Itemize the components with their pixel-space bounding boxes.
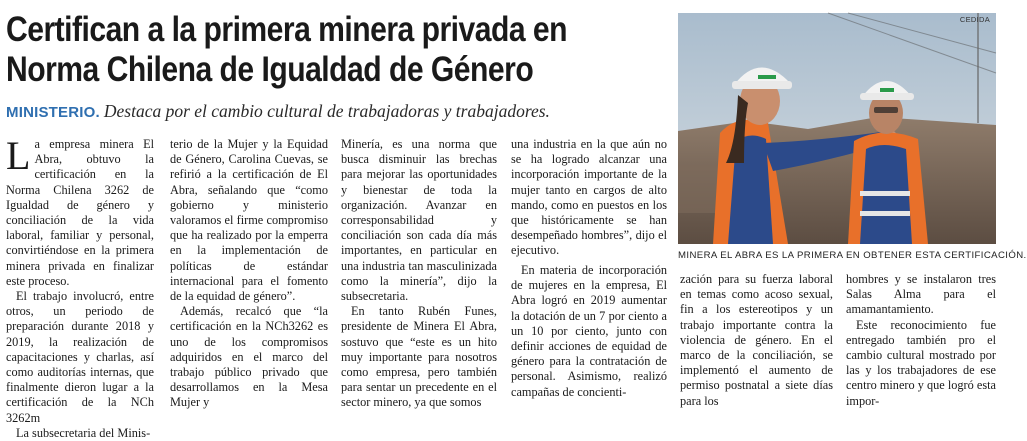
drop-cap: L [6, 133, 31, 178]
paragraph: hombres y se instalaron tres Salas Alma para el amamantamiento. [846, 272, 996, 317]
deck-text: Destaca por el cambio cultural de trabajadoras y trabajadores. [103, 101, 550, 121]
paragraph: Este reconocimiento fue entregado también pro el cambio cultural mostrado por las y los trabajadores de ese centro minero y que logró esta impor- [846, 317, 996, 408]
photo-credit: CEDIDA [959, 15, 990, 24]
paragraph: El trabajo involucró, entre otros, un periodo de preparación durante 2018 y 2019, la realización de capacitaciones y charlas, así como auditorías internas, que finalmente dieron lugar a la certificación de la NCh 3262m [6, 289, 154, 425]
paragraph: En tanto Rubén Funes, presidente de Minera El Abra, sostuvo que “este es un hito muy importante para nosotros como empresa, pero también para sentar un precedente en el sector minero, ya que somos [341, 304, 497, 410]
paragraph-text: a empresa minera El Abra, obtuvo la certificación en la Norma Chilena 3262 de Igualdad de género y conciliación de la vida laboral, familiar y personal, convirtiéndose en la primera minera privada en finalizar este proceso. [6, 137, 154, 288]
column-7 [846, 272, 996, 409]
paragraph: En materia de incorporación de mujeres en la empresa, El Abra logró en 2019 aumentar la dotación de un 7 por ciento a un 10 por ciento, junto con definir acciones de equidad de género para la contratación de personal. Asimismo, realizó campañas de concienti- [511, 263, 667, 399]
paragraph: Minería, es una norma que busca disminuir las brechas para mejorar las oportunidades y bienestar de toda la organización. Avanzar en corresponsabilidad y conciliación son cada día más importantes, en particular en una industria tan masculinizada como la minería”, dijo la subsecretaria. [341, 137, 497, 304]
headline-line-2: Norma Chilena de Igualdad de Género [6, 50, 534, 89]
headline-line-1: Certifican a la primera minera privada en [6, 10, 568, 49]
section-kicker: MINISTERIO. [6, 104, 100, 121]
paragraph: terio de la Mujer y la Equidad de Género, Carolina Cuevas, se refirió a la certificación de El Abra, señalando que “como gobierno y ministerio valoramos el firme compromiso que ha realizado por la emperra en la implementación de políticas de estándar internacional para el fomento de la equidad de género”. [170, 137, 328, 304]
paragraph: una industria en la que aún no se ha logrado alcanzar una incorporación importante de la mujer tanto en cargos de alto mando, como en puestos en los que históricamente se han desempeñado hombres”, dijo el ejecutivo. [511, 137, 667, 258]
column-4-lower [511, 263, 667, 400]
paragraph: La subsecretaria del Minis- [16, 425, 151, 440]
article-body-lower [0, 135, 1027, 426]
photo-caption: MINERA EL ABRA ES LA PRIMERA EN OBTENER ESTA CERTIFICACIÓN. [678, 250, 1027, 261]
column-6 [680, 272, 833, 409]
paragraph: Además, recalcó que “la certificación en la NCh3262 es uno de los compromisos adquiridos en el marco del trabajo público privado que desarrollamos en la Mesa Mujer y [170, 304, 328, 410]
headline [6, 10, 574, 90]
subhead [6, 101, 666, 122]
paragraph: zación para su fuerza laboral en temas como acoso sexual, fin a los estereotipos y un trabajo importante contra la violencia de género. En el marco de la conciliación, se implementó el aumento de permiso postnatal a siete días para los [680, 272, 833, 408]
